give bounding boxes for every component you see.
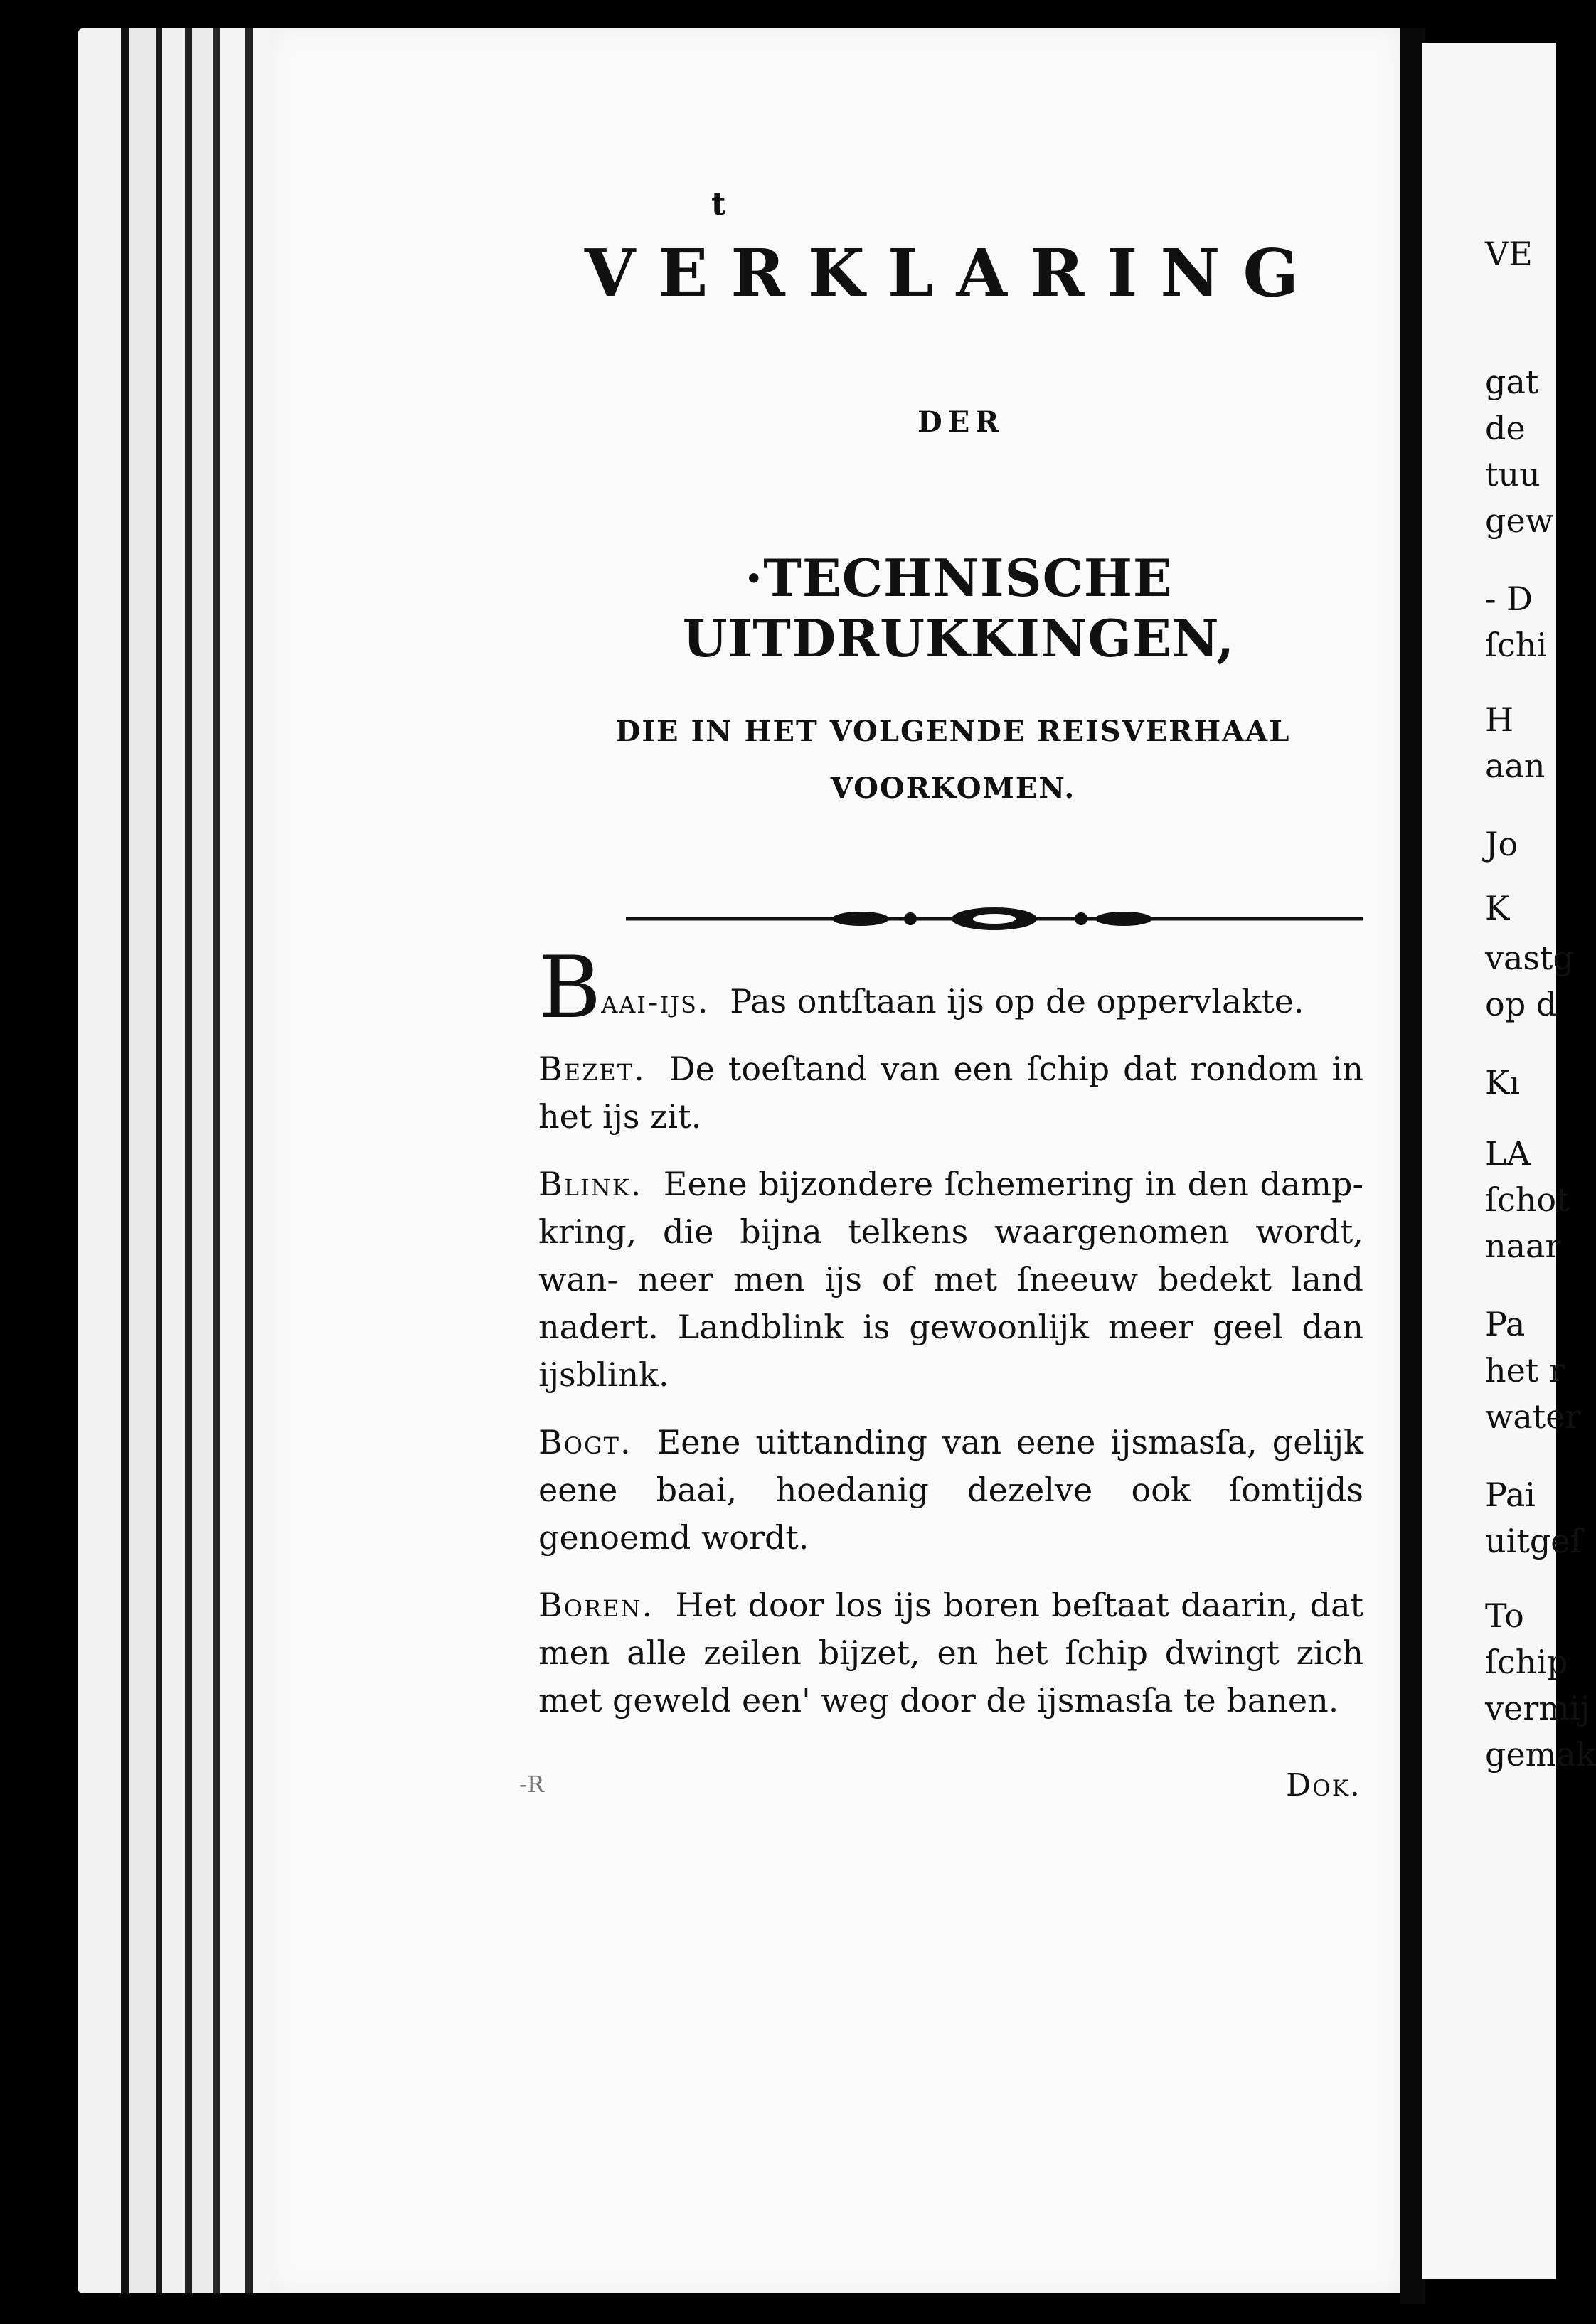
right-page-fragment: uitgeſ — [1485, 1522, 1582, 1560]
right-page-fragment: VE — [1485, 235, 1533, 273]
entry-term: Boren. — [538, 1586, 654, 1624]
right-page-fragment: K — [1485, 889, 1510, 927]
right-page-fragment: - D — [1485, 580, 1533, 618]
entry-text: Eene uittanding van eene ijsmasſa, gelijk eene baai, hoedanig dezelve ook ſomtijds genoemd wordt. — [538, 1423, 1364, 1557]
right-page-fragment: het r — [1485, 1351, 1565, 1390]
subtitle-line-2: VOORKOMEN. — [830, 772, 1076, 805]
top-mark: t — [711, 186, 726, 223]
right-page-fragment: water — [1485, 1397, 1581, 1436]
right-page-fragment: Pai — [1485, 1476, 1536, 1514]
right-page-fragment: gemak — [1485, 1735, 1596, 1774]
glossary-entries — [538, 939, 1364, 1744]
right-page-fragment: Kı — [1485, 1063, 1521, 1102]
right-page-fragment: To — [1485, 1597, 1524, 1635]
right-page-fragment: H — [1485, 700, 1514, 739]
entry-term: Blink. — [538, 1165, 643, 1203]
right-page-fragment: vermij — [1485, 1689, 1590, 1727]
ornament-divider — [626, 897, 1363, 940]
right-page-fragment: Jo — [1485, 825, 1518, 863]
catchword: Dok. — [1286, 1767, 1361, 1803]
right-page-fragment: gew — [1485, 501, 1554, 540]
entry-baai-ijs — [538, 939, 1363, 1038]
right-page-fragment: ſchi — [1485, 626, 1548, 664]
book-gutter — [1400, 28, 1425, 2304]
right-page-fragment: gat — [1485, 363, 1539, 401]
entry-text: Pas ontſtaan ijs op de oppervlakte. — [730, 982, 1304, 1020]
drop-cap: B — [538, 939, 602, 1038]
page-title: VERKLARING — [584, 235, 1322, 311]
title-der: DER — [917, 405, 1005, 439]
entry-bezet — [538, 1045, 1363, 1141]
right-page-fragment: de — [1485, 409, 1526, 447]
footer-mark: -R — [519, 1771, 544, 1798]
right-page-fragment: op d — [1485, 985, 1558, 1023]
entry-text: Het door los ijs boren beſtaat daarin, dat men alle zeilen bijzet, en het ſchip dwingt zich met geweld een' weg door de ijsmasſa te banen. — [538, 1586, 1363, 1720]
right-page-fragment: naar — [1485, 1227, 1561, 1265]
entry-term: Bezet. — [538, 1050, 646, 1088]
entry-text: De toeſtand van een ſchip dat rondom in het ijs zit. — [538, 1050, 1363, 1136]
right-page-fragment: LA — [1485, 1134, 1531, 1173]
entry-bogt — [538, 1419, 1363, 1562]
right-page-fragment: ſchot — [1485, 1180, 1570, 1219]
right-page-fragment: ſchip — [1485, 1643, 1568, 1681]
right-page-fragment: Pa — [1485, 1305, 1526, 1343]
right-page-fragment: aan — [1485, 747, 1546, 785]
entry-term: Bogt. — [538, 1423, 632, 1461]
entry-text: Eene bijzondere ſchemering in den damp- kring, die bijna telkens waargenomen wordt, wan- neer men ijs of met ſneeuw bedekt land nadert. Landblink is gewoonlijk meer geel dan ijsblink. — [538, 1165, 1364, 1394]
entry-boren — [538, 1582, 1363, 1725]
right-page-fragment: vastg — [1485, 939, 1574, 977]
subtitle-line-1: DIE IN HET VOLGENDE REISVERHAAL — [615, 715, 1291, 748]
entry-blink — [538, 1161, 1363, 1399]
right-page-fragment: tuu — [1485, 455, 1541, 494]
page-edges — [78, 28, 277, 2293]
page-subtitle: ·TECHNISCHE UITDRUKKINGEN, — [682, 548, 1235, 668]
entry-term: aai-ijs. — [601, 982, 710, 1020]
